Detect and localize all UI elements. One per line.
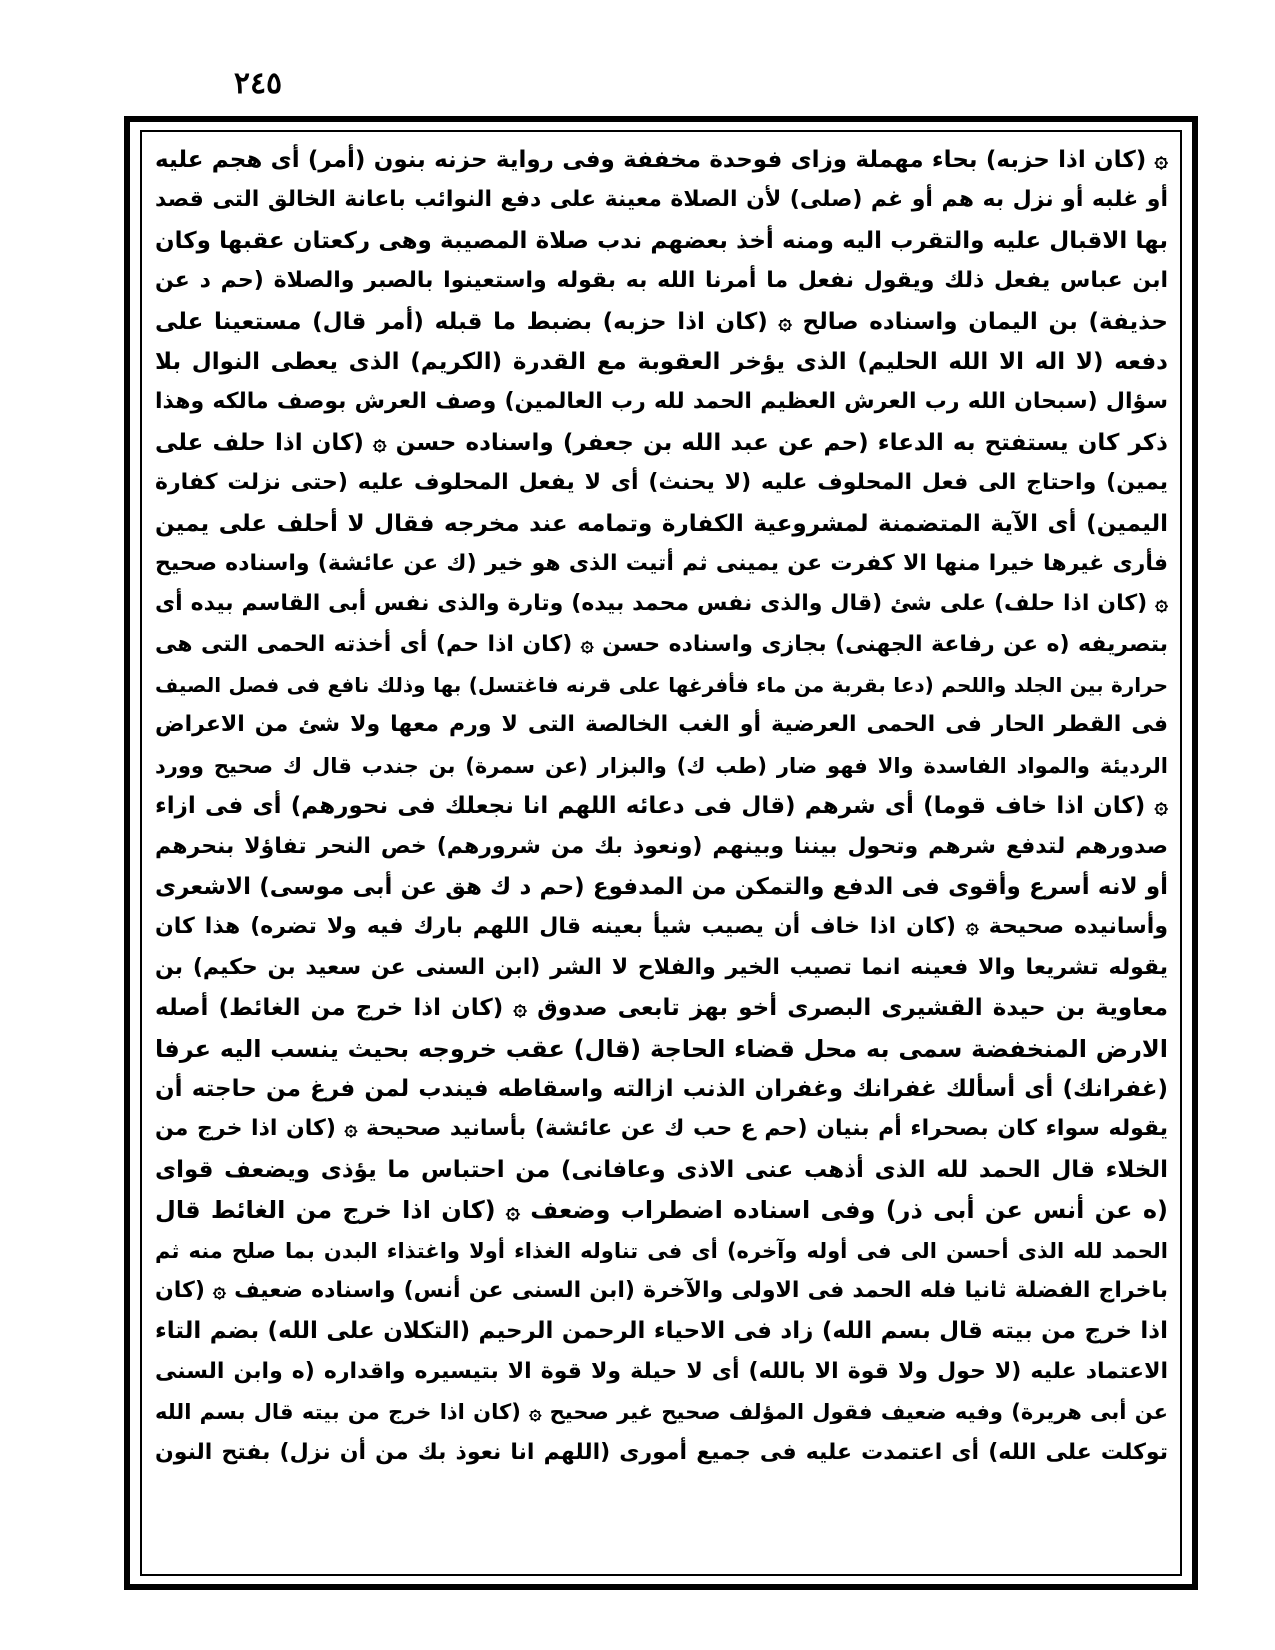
text-line: بتصريفه (ه عن رفاعة الجهنى) بجازى واسناده حسن ۞ (كان اذا حم) أى أخذته الحمى التى هى (155, 631, 1168, 657)
text-line: ذكر كان يستفتح به الدعاء (حم عن عبد الله بن جعفر) واسناده حسن ۞ (كان اذا حلف على (155, 429, 1168, 456)
text-line: الاعتماد عليه (لا حول ولا قوة الا بالله) أى لا حيلة ولا قوة الا بتيسيره واقداره (ه وابن السنى (155, 1358, 1168, 1384)
text-line: ۞ (كان اذا حلف) على شئ (قال والذى نفس محمد بيده) وتارة والذى نفس أبى القاسم بيده أى (155, 591, 1168, 617)
text-line: باخراج الفضلة ثانيا فله الحمد فى الاولى والآخرة (ابن السنى عن أنس) واسناده ضعيف ۞ (كان (155, 1277, 1168, 1303)
text-line: حرارة بين الجلد واللحم (دعا بقربة من ماء فأفرغها على قرنه فاغتسل) بها وذلك نافع فى فصل الصيف (155, 673, 1168, 698)
page-number: ٢٤٥ (233, 66, 283, 101)
text-line: (ه عن أنس عن أبى ذر) وفى اسناده اضطراب وضعف ۞ (كان اذا خرج من الغائط قال (155, 1196, 1168, 1225)
text-line: الخلاء قال الحمد لله الذى أذهب عنى الاذى وعافانى) من احتباس ما يؤذى ويضعف قواى (155, 1156, 1168, 1183)
text-line: (غفرانك) أى أسألك غفرانك وغفران الذنب ازالته واسقاطه فيندب لمن فرغ من حاجته أن (155, 1075, 1168, 1102)
text-line: اذا خرج من بيته قال بسم الله) زاد فى الاحياء الرحمن الرحيم (التكلان على الله) بضم التاء (155, 1318, 1168, 1345)
text-line: سؤال (سبحان الله رب العرش العظيم الحمد لله رب العالمين) وصف العرش بوصف مالكه وهذا (155, 389, 1168, 415)
arabic-text-body (155, 140, 1168, 1564)
text-line: ۞ (كان اذا خاف قوما) أى شرهم (قال فى دعائه اللهم انا نجعلك فى نحورهم) أى فى ازاء (155, 793, 1168, 820)
text-line: الحمد لله الذى أحسن الى فى أوله وآخره) أى فى تناوله الغذاء أولا واغتذاء البدن بما صلح منه ثم (155, 1238, 1168, 1263)
text-line: اليمين) أى الآية المتضمنة لمشروعية الكفارة وتمامه عند مخرجه فقال لا أحلف على يمين (155, 510, 1168, 537)
text-line: يقوله تشريعا والا فعينه انما تصيب الخير والفلاح لا الشر (ابن السنى عن سعيد بن حكيم) بن (155, 954, 1168, 980)
text-line: معاوية بن حيدة القشيرى البصرى أخو بهز تابعى صدوق ۞ (كان اذا خرج من الغائط) أصله (155, 995, 1168, 1022)
text-line: فى القطر الحار فى الحمى العرضية أو الغب الخالصة التى لا ورم معها ولا شئ من الاعراض (155, 712, 1168, 738)
text-line: ابن عباس يفعل ذلك ويقول نفعل ما أمرنا الله به بقوله واستعينوا بالصبر والصلاة (حم د عن (155, 268, 1168, 294)
text-line: عن أبى هريرة) وفيه ضعيف فقول المؤلف صحيح غير صحيح ۞ (كان اذا خرج من بيته قال بسم الله (155, 1400, 1168, 1425)
text-line: أو لانه أسرع وأقوى فى الدفع والتمكن من المدفوع (حم د ك هق عن أبى موسى) الاشعرى (155, 874, 1168, 901)
text-line: الارض المنخفضة سمى به محل قضاء الحاجة (قال) عقب خروجه بحيث ينسب اليه عرفا (155, 1034, 1168, 1063)
text-line: يقوله سواء كان بصحراء أم بنيان (حم ع حب ك عن عائشة) بأسانيد صحيحة ۞ (كان اذا خرج من (155, 1116, 1168, 1142)
text-line: ۞ (كان اذا حزبه) بحاء مهملة وزاى فوحدة مخففة وفى رواية حزنه بنون (أمر) أى هجم عليه (155, 147, 1168, 173)
text-line: حذيفة) بن اليمان واسناده صالح ۞ (كان اذا حزبه) بضبط ما قبله (أمر قال) مستعينا على (155, 308, 1168, 335)
text-line: بها الاقبال عليه والتقرب اليه ومنه أخذ بعضهم ندب صلاة المصيبة وهى ركعتان عقبها وكان (155, 227, 1168, 254)
text-line: فأرى غيرها خيرا منها الا كفرت عن يمينى ثم أتيت الذى هو خير (ك عن عائشة) واسناده صحيح (155, 550, 1168, 576)
text-line: دفعه (لا اله الا الله الحليم) الذى يؤخر العقوبة مع القدرة (الكريم) الذى يعطى النوال بلا (155, 348, 1168, 375)
text-line: صدورهم لتدفع شرهم وتحول بيننا وبينهم (ونعوذ بك من شرورهم) خص النحر تفاؤلا بنحرهم (155, 833, 1168, 859)
text-line: وأسانيده صحيحة ۞ (كان اذا خاف أن يصيب شيأ بعينه قال اللهم بارك فيه ولا تضره) هذا كان (155, 914, 1168, 940)
text-line: توكلت على الله) أى اعتمدت عليه فى جميع أمورى (اللهم انا نعوذ بك من أن نزل) بفتح النون (155, 1439, 1168, 1465)
text-line: الرديئة والمواد الفاسدة والا فهو ضار (طب ك) والبزار (عن سمرة) بن جندب قال ك صحيح وورد (155, 753, 1168, 778)
text-line: يمين) واحتاج الى فعل المحلوف عليه (لا يحنث) أى لا يفعل المحلوف عليه (حتى نزلت كفارة (155, 470, 1168, 496)
text-line: أو غلبه أو نزل به هم أو غم (صلى) لأن الصلاة معينة على دفع النوائب باعانة الخالق التى قصد (155, 187, 1168, 213)
